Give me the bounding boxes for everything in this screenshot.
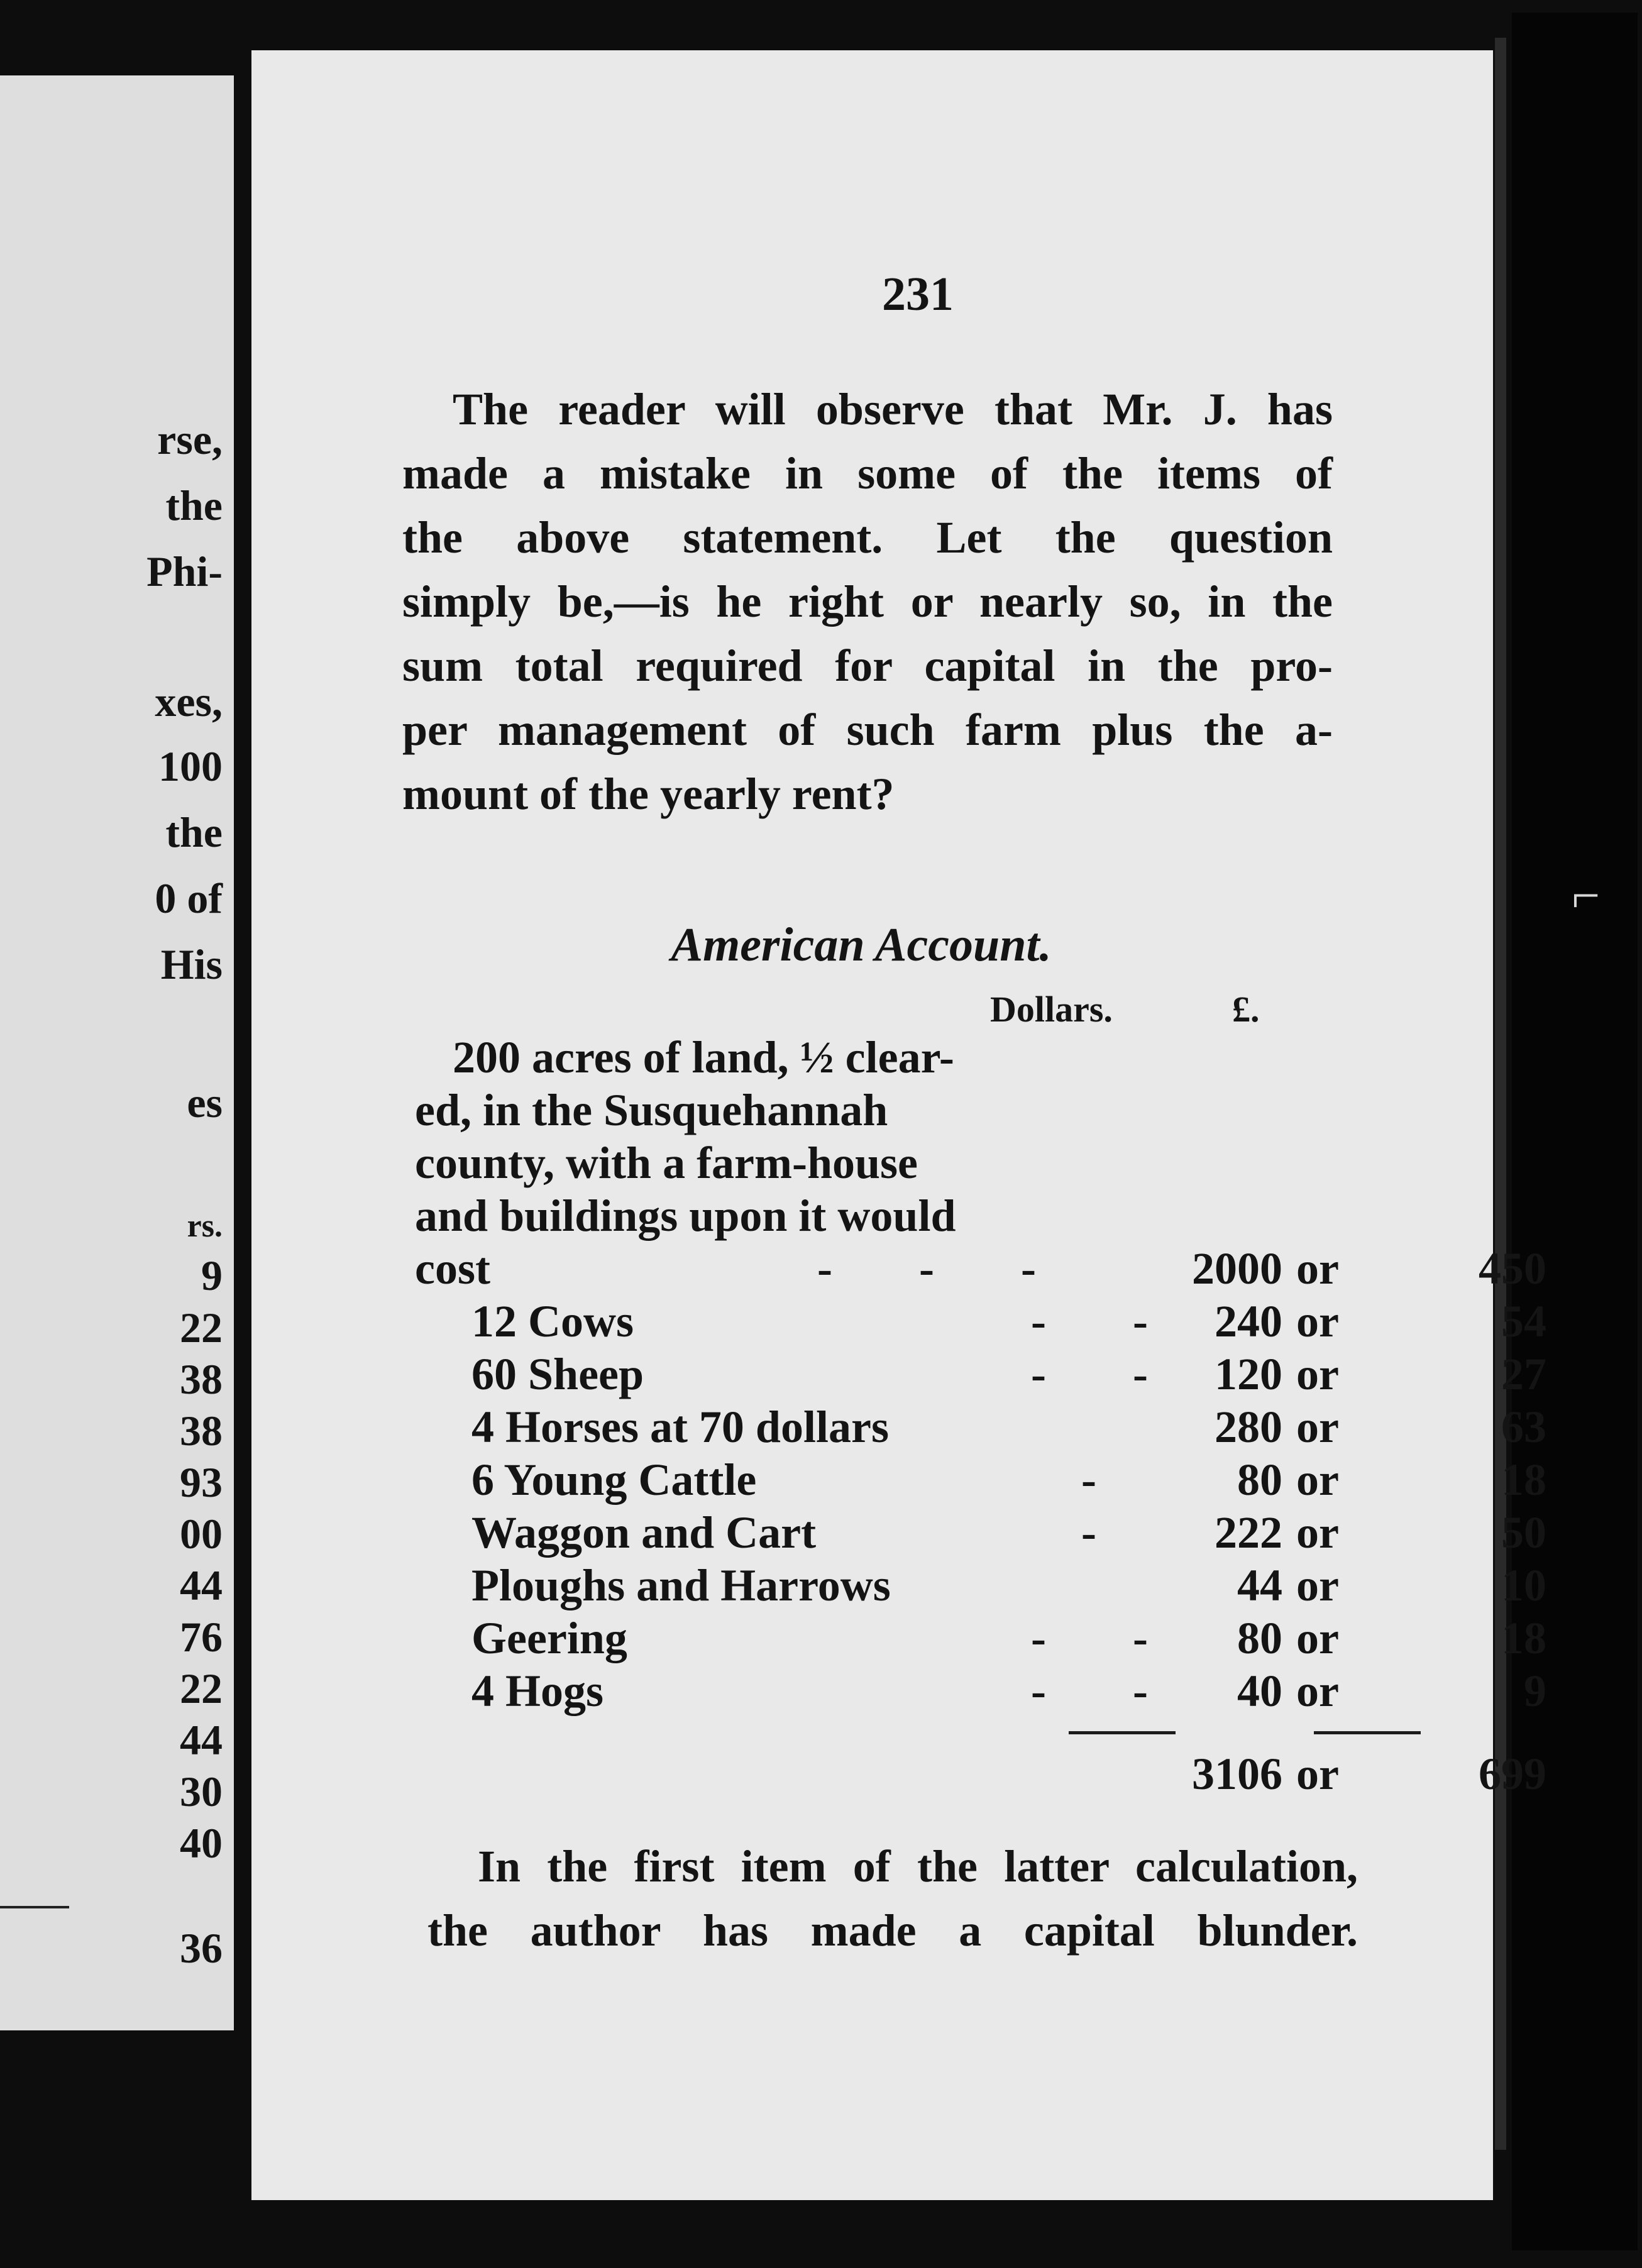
- text-line: county, with a farm-house: [415, 1138, 918, 1188]
- intro-paragraph: [402, 377, 1333, 826]
- account-total-row: [415, 1748, 1559, 1800]
- sum-rule-dollars: [1069, 1731, 1176, 1734]
- or-word: or: [1296, 1243, 1339, 1294]
- text-line: ed, in the Susquehannah: [415, 1085, 888, 1135]
- pounds-value: 50: [1501, 1507, 1546, 1558]
- pounds-value: 18: [1501, 1613, 1546, 1663]
- left-fragment: His: [160, 940, 223, 988]
- closing-paragraph: [427, 1834, 1358, 1962]
- item-label: 4 Horses at 70 dollars: [471, 1402, 889, 1452]
- text-line: and buildings upon it would: [415, 1191, 956, 1241]
- account-row: [415, 1401, 1559, 1453]
- dollars-value: 80: [1237, 1455, 1282, 1505]
- or-word: or: [1296, 1455, 1339, 1505]
- account-row: [415, 1295, 1559, 1348]
- pounds-value: 54: [1501, 1296, 1546, 1346]
- left-fragment: the: [165, 482, 223, 529]
- left-fragment: rs.: [187, 1208, 223, 1244]
- or-word: or: [1296, 1296, 1339, 1346]
- leader-dashes: -: [1081, 1455, 1134, 1505]
- account-row: [415, 1506, 1559, 1559]
- pounds-value: 18: [1501, 1455, 1546, 1505]
- account-row: [415, 1665, 1559, 1717]
- leader-dashes: - -: [1031, 1613, 1186, 1663]
- text-line: 200 acres of land, ½ clear-: [453, 1032, 954, 1082]
- item-label: Waggon and Cart: [471, 1507, 817, 1558]
- text-line: per management of such farm plus the a-: [402, 705, 1333, 755]
- account-row: [415, 1348, 1559, 1401]
- leader-dashes: - - -: [817, 1243, 1074, 1294]
- left-fragment: 44: [180, 1716, 223, 1764]
- total-dollars: 3106: [1192, 1749, 1282, 1799]
- left-fragment: 38: [180, 1355, 223, 1403]
- text-line: made a mistake in some of the items of: [402, 448, 1333, 498]
- left-fragment: 44: [180, 1561, 223, 1609]
- left-fragment: the: [165, 808, 223, 856]
- item-label: Geering: [471, 1613, 627, 1663]
- sum-rule-pounds: [1314, 1731, 1421, 1734]
- page-edge: [1495, 38, 1506, 2150]
- dollars-value: 240: [1215, 1296, 1282, 1346]
- or-word: or: [1296, 1349, 1339, 1399]
- text-line: sum total required for capital in the pro-: [402, 641, 1333, 691]
- left-fragment: 76: [180, 1613, 223, 1661]
- pounds-value: 450: [1479, 1243, 1546, 1294]
- item-label: 4 Hogs: [471, 1666, 604, 1716]
- or-word: or: [1296, 1560, 1339, 1610]
- item-label: cost: [415, 1243, 490, 1294]
- left-fragment: 0 of: [155, 874, 223, 922]
- text-line: simply be,—is he right or nearly so, in the: [402, 576, 1333, 627]
- dollars-value: 44: [1237, 1560, 1282, 1610]
- leader-dashes: - -: [1031, 1666, 1186, 1716]
- left-fragment: xes,: [155, 678, 223, 725]
- or-word: or: [1296, 1749, 1339, 1799]
- left-page-fragment: [0, 75, 234, 2030]
- dollars-value: 2000: [1192, 1243, 1282, 1294]
- text-line: mount of the yearly rent?: [402, 769, 895, 819]
- or-word: or: [1296, 1613, 1339, 1663]
- item-label: 12 Cows: [471, 1296, 634, 1346]
- item-label: Ploughs and Harrows: [471, 1560, 891, 1610]
- or-word: or: [1296, 1507, 1339, 1558]
- text-line: The reader will observe that Mr. J. has: [453, 384, 1333, 434]
- left-fragment: 36: [180, 1924, 223, 1972]
- dollars-value: 280: [1215, 1402, 1282, 1452]
- or-word: or: [1296, 1402, 1339, 1452]
- dollars-value: 80: [1237, 1613, 1282, 1663]
- total-pounds: 699: [1479, 1749, 1546, 1799]
- pounds-value: 9: [1524, 1666, 1546, 1716]
- item-label: 6 Young Cattle: [471, 1455, 757, 1505]
- leader-dashes: - -: [1031, 1349, 1186, 1399]
- left-fragment: 93: [180, 1458, 223, 1506]
- left-fragment: 22: [180, 1665, 223, 1712]
- account-title: American Account.: [671, 918, 1052, 971]
- dollars-value: 120: [1215, 1349, 1282, 1399]
- pounds-value: 10: [1501, 1560, 1546, 1610]
- pounds-value: 63: [1501, 1402, 1546, 1452]
- left-fragment: Phi-: [146, 548, 223, 595]
- or-word: or: [1296, 1666, 1339, 1716]
- account-row: [415, 1612, 1559, 1665]
- page-number: 231: [882, 268, 954, 321]
- left-fragment: 100: [158, 742, 223, 790]
- book-page: [251, 50, 1546, 2200]
- left-fragment: 22: [180, 1304, 223, 1351]
- left-fragment: 38: [180, 1407, 223, 1455]
- left-fragment: 00: [180, 1510, 223, 1558]
- dollars-value: 222: [1215, 1507, 1282, 1558]
- column-header-pounds: £.: [1232, 989, 1260, 1030]
- pounds-value: 27: [1501, 1349, 1546, 1399]
- left-fragment: 30: [180, 1768, 223, 1815]
- book-edge-shadow: [1512, 13, 1638, 2250]
- first-item-description: [415, 1031, 1232, 1242]
- left-sum-rule: [0, 1906, 69, 1908]
- account-row: [415, 1242, 1559, 1295]
- leader-dashes: - -: [1031, 1296, 1186, 1346]
- text-line: In the first item of the latter calculation,: [478, 1841, 1358, 1891]
- account-row: [415, 1453, 1559, 1506]
- left-fragment: es: [187, 1079, 223, 1126]
- leader-dashes: -: [1081, 1507, 1134, 1558]
- account-row: [415, 1559, 1559, 1612]
- item-label: 60 Sheep: [471, 1349, 644, 1399]
- dollars-value: 40: [1237, 1666, 1282, 1716]
- column-header-dollars: Dollars.: [990, 989, 1113, 1030]
- text-line: the author has made a capital blunder.: [427, 1905, 1358, 1956]
- left-fragment: 40: [180, 1819, 223, 1867]
- paper-fiber-mark: ⌐: [1572, 868, 1601, 923]
- left-fragment: 9: [201, 1252, 223, 1299]
- text-line: the above statement. Let the question: [402, 512, 1333, 563]
- left-fragment: rse,: [157, 416, 223, 463]
